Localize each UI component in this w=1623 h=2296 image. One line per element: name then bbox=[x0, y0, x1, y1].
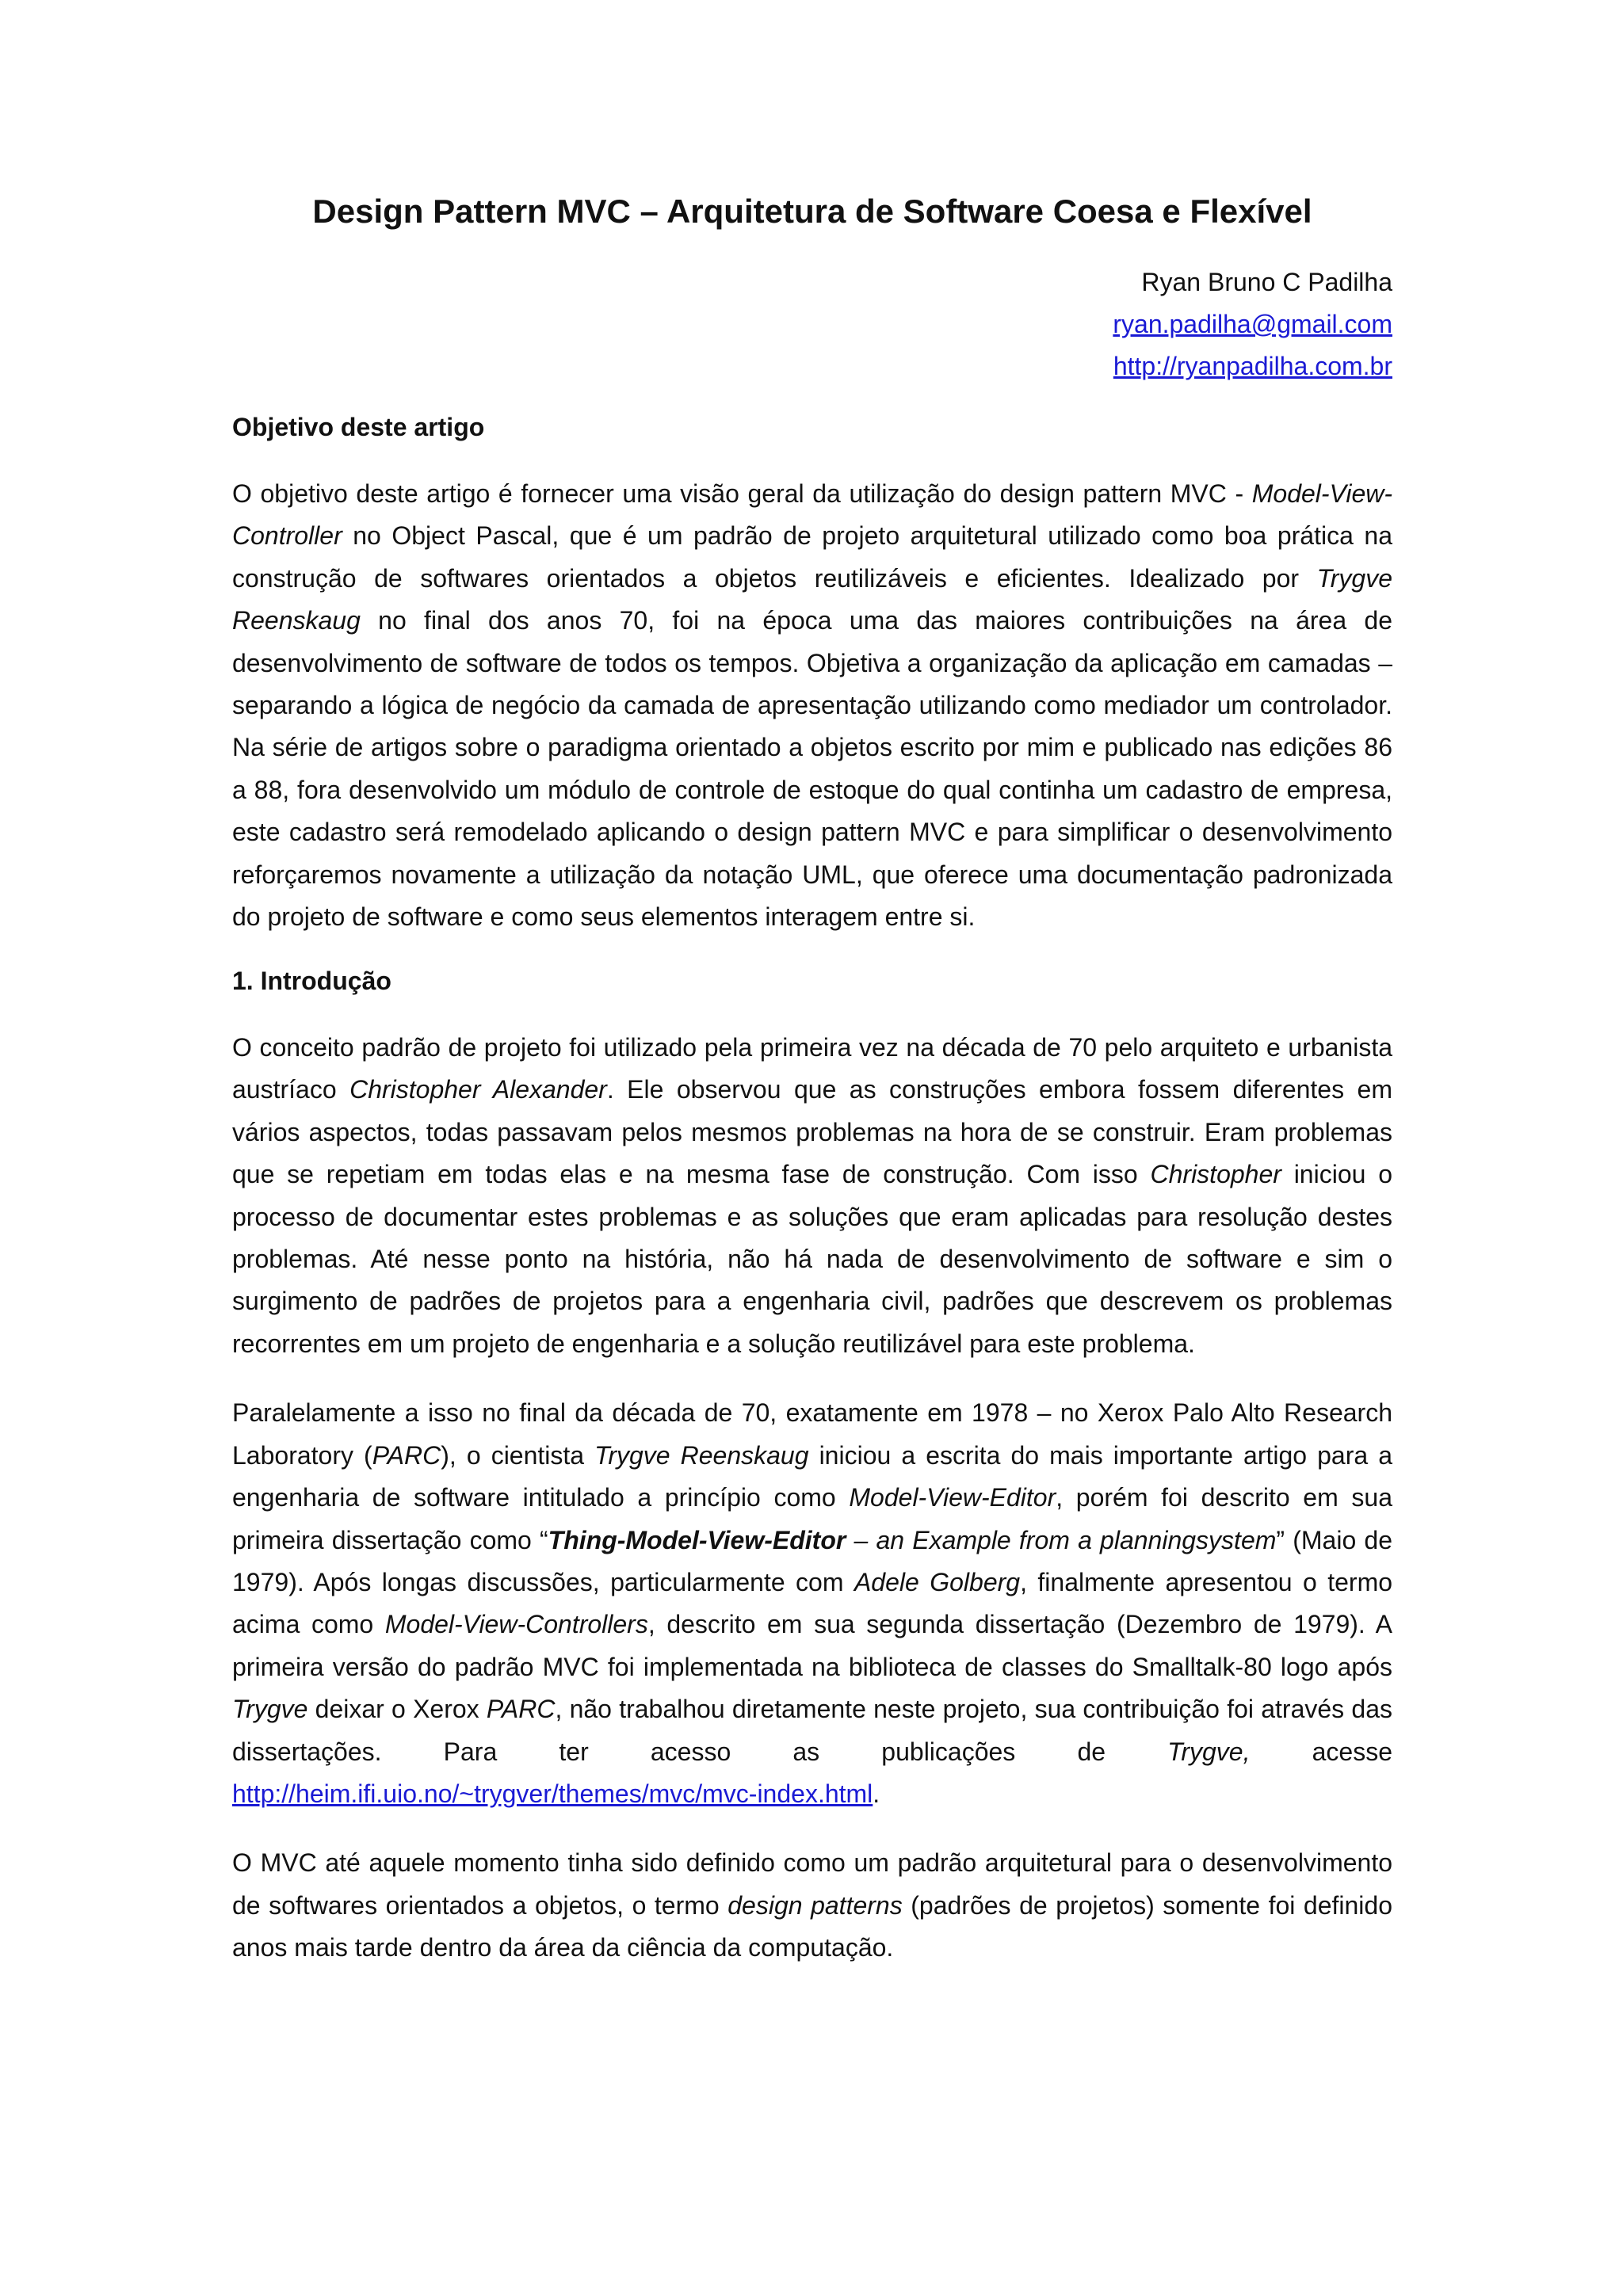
text-run: iniciou o processo de documentar estes problemas e as soluções que eram aplicadas para resolução destes problemas. Até nesse ponto na história, não há nada de desenvolvimento de software e sim o surgimento de padrões de projetos para a engenharia civil, padrões que descrevem os problemas recorrentes em um projeto de engenharia e a solução reutilizável para este problema. bbox=[232, 1160, 1393, 1358]
text-run: , descrito em sua segunda dissertação (Dezembro de 1979). A primeira versão do padrão MVC foi implementada na biblioteca de classes do Smalltalk-80 logo após bbox=[232, 1610, 1393, 1681]
italic-term: Trygve Reenskaug bbox=[594, 1440, 809, 1470]
text-run: no final dos anos 70, foi na época uma das maiores contribuições na área de desenvolvimento de software de todos os tempos. Objetiva a organização da aplicação em camadas – separando a lógica de negócio da camada de apresentação utilizando como mediador um controlador. Na série de artigos sobre o paradigma orientado a objetos escrito por mim e publicado nas edições 86 a 88, fora desenvolvido um módulo de controle de estoque do qual continha um cadastro de empresa, este cadastro será remodelado aplicando o design pattern MVC e para simplificar o desenvolvimento reforçaremos novamente a utilização da notação UML, que oferece uma documentação padronizada do projeto de software e como seus elementos interagem entre si. bbox=[232, 606, 1392, 932]
italic-term: Trygve, bbox=[1167, 1737, 1251, 1766]
intro-paragraph-1 bbox=[232, 1027, 1392, 1365]
text-run: (padrões de projetos) somente foi definido anos mais tarde dentro da área da ciência da computação. bbox=[232, 1890, 1393, 1962]
italic-term: Model-View-Controller bbox=[232, 479, 1392, 551]
text-run: O conceito padrão de projeto foi utilizado pela primeira vez na década de 70 pelo arquiteto e urbanista austríaco bbox=[232, 1033, 1392, 1104]
text-run: , porém foi descrito em sua primeira dissertação como “ bbox=[232, 1483, 1393, 1554]
italic-term: Christopher bbox=[1150, 1160, 1281, 1189]
text-run: deixar o Xerox bbox=[307, 1695, 487, 1724]
text-run: . Ele observou que as construções embora fossem diferentes em vários aspectos, todas passavam pelos mesmos problemas na hora de se construir. Eram problemas que se repetiam em todas elas e na mesma fase de construção. Com isso bbox=[232, 1075, 1393, 1189]
text-run: iniciou a escrita do mais importante artigo para a engenharia de software intitulado a princípio como bbox=[232, 1440, 1393, 1512]
author-website-link[interactable]: http://ryanpadilha.com.br bbox=[1113, 352, 1392, 381]
text-run: Paralelamente a isso no final da década de 70, exatamente em 1978 – no Xerox Palo Alto Research Laboratory ( bbox=[232, 1398, 1392, 1470]
objective-heading: Objetivo deste artigo bbox=[232, 413, 485, 442]
author-email-link[interactable]: ryan.padilha@gmail.com bbox=[1113, 310, 1392, 339]
intro-heading: 1. Introdução bbox=[232, 967, 391, 996]
text-run: acesse bbox=[1250, 1737, 1393, 1766]
text-run: ” (Maio de 1979). Após longas discussões, particularmente com bbox=[232, 1525, 1393, 1596]
intro-paragraph-3 bbox=[232, 1842, 1392, 1969]
bold-italic-term: Thing-Model-View-Editor bbox=[548, 1525, 846, 1554]
text-run: ), o cientista bbox=[441, 1440, 595, 1470]
italic-term: Model-View-Controllers bbox=[384, 1610, 648, 1639]
text-run: , finalmente apresentou o termo acima como bbox=[232, 1567, 1393, 1639]
italic-term: Trygve Reenskaug bbox=[232, 563, 1392, 635]
author-block bbox=[232, 261, 1392, 387]
intro-paragraph-2 bbox=[232, 1392, 1392, 1815]
italic-term: PARC bbox=[372, 1440, 441, 1470]
italic-term: PARC bbox=[486, 1695, 556, 1724]
document-content bbox=[232, 182, 1392, 1997]
text-run: . bbox=[873, 1779, 880, 1808]
italic-term: design patterns bbox=[727, 1890, 903, 1920]
italic-term: Christopher Alexander bbox=[349, 1075, 607, 1104]
italic-term: Adele Golberg bbox=[854, 1567, 1021, 1596]
text-run: O MVC até aquele momento tinha sido definido como um padrão arquitetural para o desenvolvimento de softwares orientados a objetos, o termo bbox=[232, 1848, 1392, 1920]
italic-term: Trygve bbox=[232, 1695, 308, 1724]
document-title: Design Pattern MVC – Arquitetura de Software Coesa e Flexível bbox=[312, 193, 1312, 230]
italic-term: Model-View-Editor bbox=[849, 1483, 1056, 1512]
mvc-index-link[interactable]: http://heim.ifi.uio.no/~trygver/themes/mvc/mvc-index.html bbox=[232, 1779, 873, 1808]
text-run: no Object Pascal, que é um padrão de projeto arquitetural utilizado como boa prática na construção de softwares orientados a objetos reutilizáveis e eficientes. Idealizado por bbox=[232, 521, 1392, 593]
text-run: , não trabalhou diretamente neste projeto, sua contribuição foi através das dissertações. Para ter acesso as publicações de bbox=[232, 1695, 1393, 1766]
objective-paragraph bbox=[232, 473, 1392, 938]
italic-term: – an Example from a planningsystem bbox=[846, 1525, 1277, 1554]
author-name: Ryan Bruno C Padilha bbox=[1141, 268, 1392, 297]
text-run: O objetivo deste artigo é fornecer uma visão geral da utilização do design pattern MVC - bbox=[232, 479, 1252, 508]
